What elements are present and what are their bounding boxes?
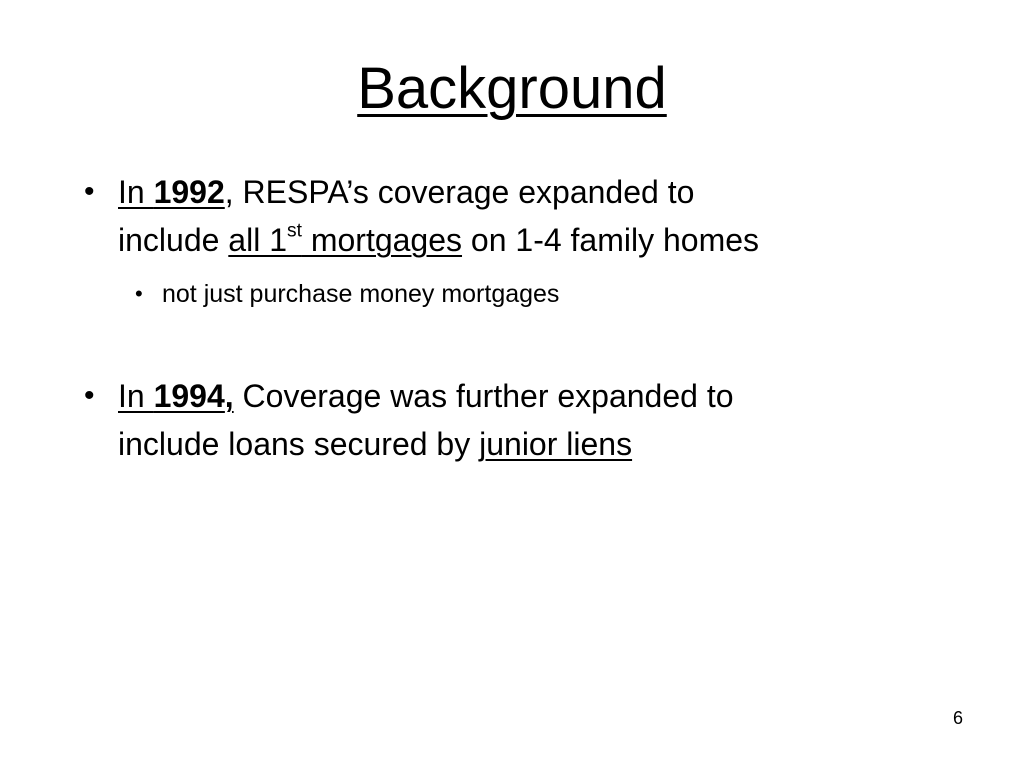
bullet-1 [84,168,938,264]
sub-bullet-1-dot: • [135,281,143,306]
bullet-1-superscript: st [287,220,302,242]
bullet-1-year: 1992 [153,174,225,210]
slide-title [0,52,1024,126]
sub-bullet-1-text: not just purchase money mortgages [162,280,560,308]
bullet-2-line-2 [118,420,938,468]
slide-title-text: Background [357,56,667,121]
bullet-2-line-2-prefix: include loans secured by [118,426,480,462]
page-number: 6 [952,708,963,728]
bullet-2-year-number: 1994 [153,378,225,414]
bullet-1-dot: • [84,175,95,208]
bullet-1-line-2 [118,216,938,264]
bullet-1-all-1: all 1 [228,222,287,258]
bullet-1-in: In [118,174,154,210]
sub-bullet-1 [135,277,922,311]
bullet-1-in-year [118,174,225,210]
bullet-1-line-1 [118,168,938,216]
bullet-2-line-1-rest: Coverage was further expanded to [233,378,734,414]
bullet-2-in-year [118,378,234,414]
bullet-2-year [154,378,234,414]
bullet-2-line-1 [118,372,938,420]
bullet-2-dot: • [84,379,95,412]
bullet-1-line-2-suffix: on 1-4 family homes [462,222,760,258]
bullet-2-junior-liens: junior liens [479,426,633,462]
bullet-2-year-comma: , [224,378,234,414]
bullet-1-line-1-rest: , RESPA’s coverage expanded to [224,174,695,210]
bullet-1-all-first-mortgages [228,222,462,258]
bullet-1-line-2-prefix: include [118,222,229,258]
bullet-1-mortgages: mortgages [301,222,463,258]
bullet-2-in: In [118,378,154,414]
bullet-2 [84,372,938,468]
